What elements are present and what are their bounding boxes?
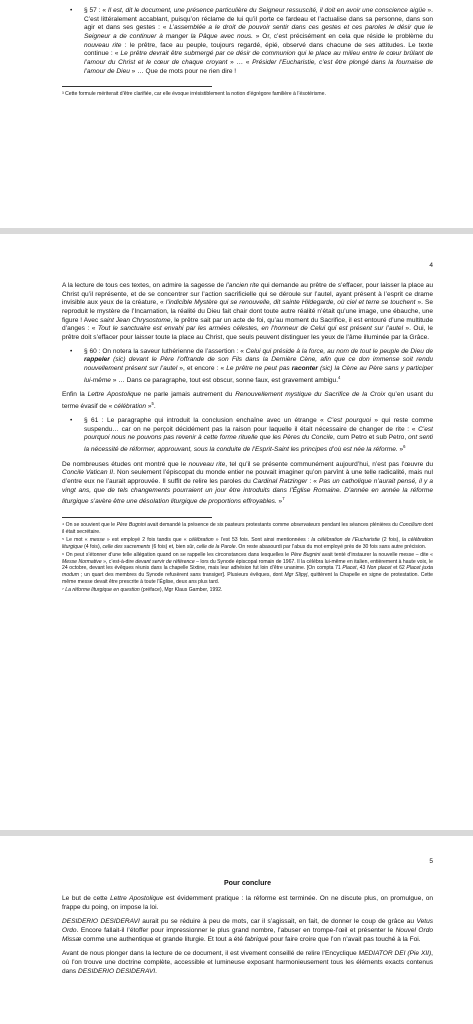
paragraph-nombreuses-etudes	[62, 461, 433, 507]
text-run: , quittèrent la Chapelle en signe de protestation. Cette même messe devait être prescrite à toute l’Église, deux ans plus tard.	[62, 572, 433, 585]
text-run: ⁶ On peut s’étonner d’une telle allégation quand on se rappelle les circonstances dans lesquelles le	[62, 551, 291, 558]
footnote-7	[62, 587, 433, 594]
text-run: Lettre Apostolique	[87, 391, 142, 399]
paragraph-57	[62, 7, 433, 76]
text-run: Père Bugnini	[290, 551, 321, 558]
text-run: 5	[151, 401, 154, 407]
text-run: comme une authentique et grande liturgie. Et tout a été	[81, 935, 245, 943]
text-run: Nouvel Ordo Missæ	[62, 926, 433, 943]
text-run: : «	[307, 477, 320, 485]
text-run: Enfin la	[62, 391, 88, 399]
text-run: DESIDERIO DESIDERAVI	[78, 967, 156, 975]
text-run: »	[276, 498, 283, 506]
text-run: (6 fois) et, bien sûr,	[150, 543, 197, 550]
text-run: l’indicible Mystère qui se renouvelle, dit sainte Hildegarde, où ciel et terre se touchent	[165, 299, 416, 307]
text-run: Pas un catholique n’aurait pensé, il y a vingt ans, que de tels changements pourraient un jour être introduits dans l’Église Romaine. D’année en année la réforme liturgique s’avère être une désolation liturgique de proportions effroyables.	[62, 477, 433, 506]
text-run: Le but de cette	[62, 895, 111, 902]
text-run: , cum Petro et sub Petro,	[333, 434, 409, 442]
text-run: ; un quart des membres du Synode refusèrent sans transiger]. Plusieurs évêques, dont	[79, 572, 285, 579]
text-run: Messe Normative	[62, 558, 102, 565]
text-run: avait tenté d’instaurer la nouvelle messe – dite «	[320, 551, 434, 558]
paragraph-ancien-rite	[62, 282, 433, 343]
text-run: .	[155, 967, 157, 975]
text-run: – lors du Synode épiscopal romain de 1967. Il la célébra lui-même en italien, entièrement à haute voix, le 24 octobre, devant les évêques réunis dans la chapelle Sixtine, mais leur adhésion fut loin d’être unanime. [On compta 71	[62, 558, 433, 572]
text-run: », c’est-à-dire	[101, 558, 136, 565]
text-run: rappeler	[84, 356, 110, 364]
text-run: ». Oui, le prêtre doit s’effacer pour laisser toute la place au Christ, que seuls peuvent distinguer les yeux de l’âme illuminée par la Grâce.	[62, 325, 433, 341]
text-run: » qui reste comme suspendu… car on ne perçoit décidément pas la raison pour laquelle il était nécessaire de changer de rite : «	[84, 416, 434, 433]
text-run: l’ancien rite	[225, 282, 260, 289]
text-run: Avant de nous plonger dans la lecture de ce document, il est vivement conseillé de relire l’Encyclique	[62, 950, 359, 958]
text-run: Tout le sanctuaire est envahi par les armées célestes, en l’honneur de Celui qui est présent sur l’autel	[97, 325, 404, 333]
text-run: . On reste abasourdi par l’abus du mot employé près de 30 fois sans autre précision.	[235, 543, 427, 550]
text-run: Cardinal Ratzinger	[252, 477, 308, 485]
text-run: aurait pu se réduire à peu de mots, car il s’agissait, en fait, de donner le coup de grâce au	[139, 918, 417, 926]
paragraph-avant	[62, 950, 433, 976]
text-run: .	[153, 403, 156, 411]
text-run: et 62	[391, 565, 407, 572]
text-run: » Or, c’est précisément en cela que réside le problème du	[252, 32, 433, 40]
text-run: Non placet	[366, 565, 392, 572]
text-run: saint Jean Chrysostome	[100, 316, 171, 324]
text-run: pendant les séances plénières du	[320, 522, 400, 529]
text-run: C’est pourquoi nous ne pouvons pas revenir à cette forme rituelle que les Pères du Concile	[84, 425, 433, 442]
footnote-3: ³ Cette formule mériterait d’être clarifiée, car elle évoque irrésistiblement la notion d’égrégore familière à l’ésotérisme.	[62, 91, 326, 98]
text-run: , où l’on trouve une doctrine complète, accessible et lumineuse exposant harmonieusement tous les éléments exacts contenus dans	[62, 950, 433, 975]
paragraph-60-text	[84, 348, 433, 384]
text-run: L’assemblée a le droit de pouvoir sentir dans ces gestes et ces paroles le désir que le Seigneur a de continuer à manger la Pâque avec nous.	[84, 24, 433, 40]
text-run: » l’est 53 fois. Sont ainsi mentionnées :	[213, 537, 312, 544]
text-run: »	[397, 446, 404, 454]
text-run: Présider l’Eucharistie, c’est être plongé dans la fournaise de l’amour de Dieu	[84, 58, 434, 75]
footnote-6	[62, 552, 433, 586]
page-3	[0, 0, 473, 228]
text-run: Concile Vatican II	[62, 469, 114, 477]
paragraph-61-text	[84, 417, 433, 453]
text-run: » … Dans ce paragraphe, tout est obscur, sonne faux, est gravement ambigu.	[110, 376, 339, 384]
text-run: De nombreuses études ont montré que le	[62, 460, 189, 468]
text-run: ont senti la nécessité de réformer, approuvant, sous la conduite de l’Esprit-Saint les principes d’où est née la réforme.	[84, 434, 433, 454]
bullet-marker: •	[70, 347, 73, 355]
bullet-marker: •	[70, 7, 73, 14]
text-run: célébration	[114, 403, 147, 411]
paragraph-57-text	[84, 7, 433, 75]
text-run: Lettre Apostolique	[110, 895, 164, 902]
text-run: (2 fois),	[379, 537, 402, 544]
text-run: celle de la Parole	[196, 543, 236, 550]
text-run: C’est pourquoi	[327, 416, 371, 424]
paragraph-61	[62, 417, 433, 455]
paragraph-but	[62, 895, 433, 912]
text-run: ⁵ Le mot «	[62, 537, 90, 544]
text-run: ». Se reproduit le mystère de l’Incarnation, la réalité du Dieu fait chair dont toute autre réalité n’était qu’une image, une ébauche, une figure ! Avec	[62, 299, 433, 324]
paragraph-60	[62, 348, 433, 386]
text-run: Il est, dit le document, une présence particulière du Seigneur ressuscité, il doit en avoir une conscience aigüe	[107, 7, 426, 14]
footnote-divider	[62, 86, 212, 87]
text-run: (sic) devant le Père l’offrande de son Fils dans la Dernière Cène, afin que ce don immense soit rendu nouvellement présent sur l’autel	[84, 356, 433, 372]
text-run: dont il était secrétaire.	[62, 522, 433, 535]
text-run: devant servir de référence	[135, 558, 195, 565]
text-run: est évidemment pratique : la réforme est terminée. On ne discute plus, on promulgue, on frappe du poing, on impose la loi.	[62, 895, 433, 911]
text-run: celle des sacrements	[102, 543, 151, 550]
text-run: » est employé 2 fois tandis que «	[104, 537, 189, 544]
text-run: raconter	[291, 364, 318, 372]
text-run: »	[146, 403, 152, 411]
text-run: DESIDERIO DESIDERAVI	[62, 918, 140, 926]
text-run: 6	[403, 443, 406, 449]
text-run: (préface), Mgr Klaus Gamber, 1992.	[139, 586, 223, 593]
page-number: 5	[429, 858, 433, 865]
footnote-4	[62, 522, 433, 535]
text-run: Mgr Slipyj	[284, 572, 308, 579]
text-run: § 60 : On notera la saveur luthérienne de l’assertion : «	[84, 347, 246, 355]
text-run: (sic) la Cène au Père sans y participer lui-même	[84, 364, 433, 384]
text-run: la célébration liturgique	[62, 537, 433, 550]
text-run: célébration	[188, 537, 214, 544]
text-run: messe	[89, 537, 105, 544]
text-run: fabriqué	[244, 935, 269, 943]
text-run: . Encore fallait-il l’étoffer pour impressionner le plus grand nombre, l’abuser en trompe-l’œil et présenter le	[76, 926, 396, 934]
text-run: ⁴ On se souvient que le	[62, 522, 117, 529]
text-run: la célébration de l’Eucharistie	[311, 537, 380, 544]
text-run: ne parle jamais autrement du	[141, 391, 236, 399]
text-run: Concilium	[399, 522, 422, 529]
bullet-marker: •	[70, 416, 73, 424]
text-run: : le prêtre, face au peuple, toujours regardé, épié, observé dans chacune de ses attitudes. Le texte continue : «	[84, 41, 433, 58]
text-run: Père Bugnini	[116, 522, 146, 529]
text-run: nouveau rite	[188, 460, 226, 468]
text-run: Placet	[342, 565, 357, 572]
text-run: . Non seulement l’épiscopat du monde entier ne pouvait imaginer qu’on parvînt à une telle radicalité, mais nul d’entre eux ne l’aurait approuvée. Il suffit de relire les paroles du	[62, 469, 434, 485]
text-run: La réforme liturgique en question	[65, 586, 140, 593]
text-run: , le prêtre sait par un acte de foi, qu’au moment du Sacrifice, il est entouré d’une multitude d’anges : «	[62, 316, 433, 333]
paragraph-desiderio	[62, 918, 433, 944]
text-run: MEDIATOR DEI (Pie XII)	[358, 950, 432, 958]
text-run: A la lecture de tous ces textes, on admire la sagesse de	[62, 282, 226, 289]
text-run: observateurs	[290, 522, 321, 529]
text-run: § 57 : «	[84, 7, 108, 14]
footnote-5	[62, 537, 433, 550]
text-run: », et encore : «	[177, 364, 227, 372]
text-run: ». C’est littéralement accablant, puisqu’on réclame de lui qu’il porte ce fardeau et l’actualise dans sa personne, dans son agir et dans ses gestes : «	[84, 7, 433, 32]
text-run: Le prêtre devrait être submergé par ce désir de communion qui le place au milieu entre le cœur brûlant de l’amour du Christ et le cœur de chaque croyant	[84, 50, 433, 66]
text-run: 7	[282, 496, 285, 502]
text-run: § 61 : Le paragraphe qui introduit la conclusion enchaîne avec un étrange «	[84, 416, 328, 424]
text-run: (4 fois),	[82, 543, 103, 550]
text-run: pour faire croire que l’on n’avait pas touché à la Foi.	[268, 935, 421, 943]
text-run: , 43	[356, 565, 367, 572]
text-run: » … Que de mots pour ne rien dire !	[129, 67, 237, 75]
text-run: avait demandé la présence de six pasteurs protestants comme	[145, 522, 291, 529]
text-run: Renouvellement mystique du Sacrifice de la Croix	[235, 391, 386, 399]
text-run: qu’en usant du terme évasif de «	[62, 391, 433, 411]
paragraph-lettre-apostolique	[62, 391, 433, 411]
text-run: qui demande au prêtre de s’effacer, pour laisser la place au Christ qu’il représente, et de se concentrer sur l’action sacrificielle qui se déroule sur l’autel, ayant présent à l’esprit ce drame invisible aux yeux de la créature, «	[62, 282, 433, 307]
text-run: Celui qui préside à la force, au nom de tout le peuple de Dieu de	[245, 347, 433, 355]
text-run: ⁷	[62, 586, 66, 593]
page-number: 4	[429, 262, 433, 269]
section-heading: Pour conclure	[223, 880, 272, 887]
text-run: , tel qu’il se présente communément aujourd’hui, n’est pas l’œuvre du	[225, 460, 433, 468]
text-run: » … «	[227, 58, 253, 66]
text-run: nouveau rite	[84, 41, 122, 49]
page-4	[0, 234, 473, 830]
text-run: 4	[338, 374, 341, 380]
footnote-divider	[62, 517, 212, 518]
text-run: Vetus Ordo	[62, 918, 433, 934]
page-5	[0, 836, 473, 1024]
text-run: Placet juxta modum	[62, 565, 433, 579]
text-run: Le prêtre ne peut pas	[226, 364, 292, 372]
